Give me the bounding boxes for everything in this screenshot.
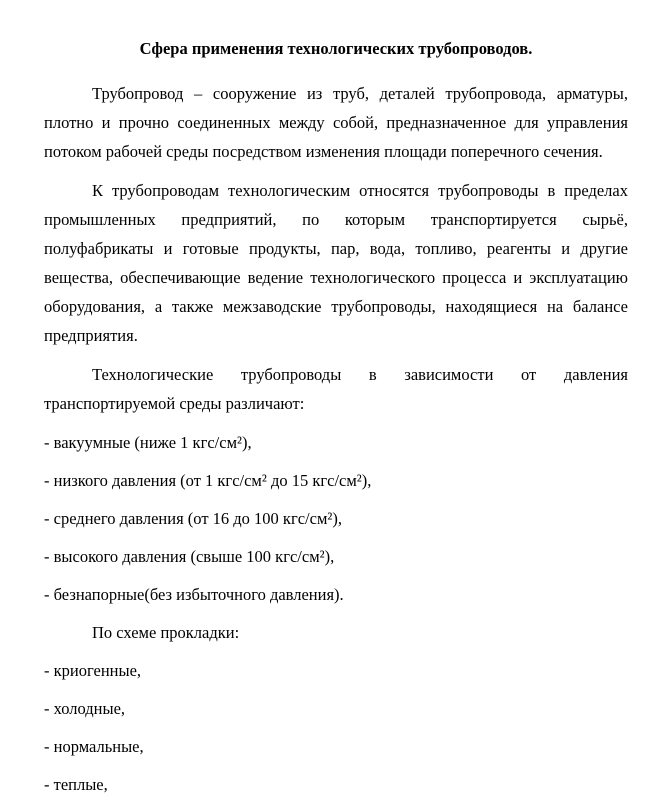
list-item-non-pressure: - безнапорные(без избыточного давления). xyxy=(44,585,344,604)
list-item-normal: - нормальные, xyxy=(44,737,144,756)
document-title: Сфера применения технологических трубопроводов. xyxy=(139,39,533,58)
scheme-heading: По схеме прокладки: xyxy=(92,623,240,642)
list-item-low-pressure: - низкого давления (от 1 кгс/см² до 15 кгс/см²), xyxy=(44,471,372,490)
list-item-vacuum: - вакуумные (ниже 1 кгс/см²), xyxy=(44,433,252,452)
paragraph-definition: Трубопровод – сооружение из труб, деталей трубопровода, арматуры, плотно и прочно соединенных между собой, предназначенное для управления потоком рабочей среды посредством изменения площади поперечного сечения. xyxy=(44,84,628,161)
paragraph-pressure-intro: Технологические трубопроводы в зависимости от давления транспортируемой среды различают: xyxy=(44,365,628,413)
list-item-cryogenic: - криогенные, xyxy=(44,661,142,680)
list-item-cold: - холодные, xyxy=(44,699,126,718)
list-item-warm: - теплые, xyxy=(44,775,108,794)
paragraph-scope: К трубопроводам технологическим относятся трубопроводы в пределах промышленных предприятий, по которым транспортируется сырьё, полуфабрикаты и готовые продукты, пар, вода, топливо, реагенты и другие вещества, обеспечивающие ведение технологического процесса и эксплуатацию оборудования, а также межзаводские трубопроводы, находящиеся на балансе предприятия. xyxy=(44,181,628,345)
list-item-medium-pressure: - среднего давления (от 16 до 100 кгс/см²), xyxy=(44,509,342,528)
list-item-high-pressure: - высокого давления (свыше 100 кгс/см²), xyxy=(44,547,335,566)
